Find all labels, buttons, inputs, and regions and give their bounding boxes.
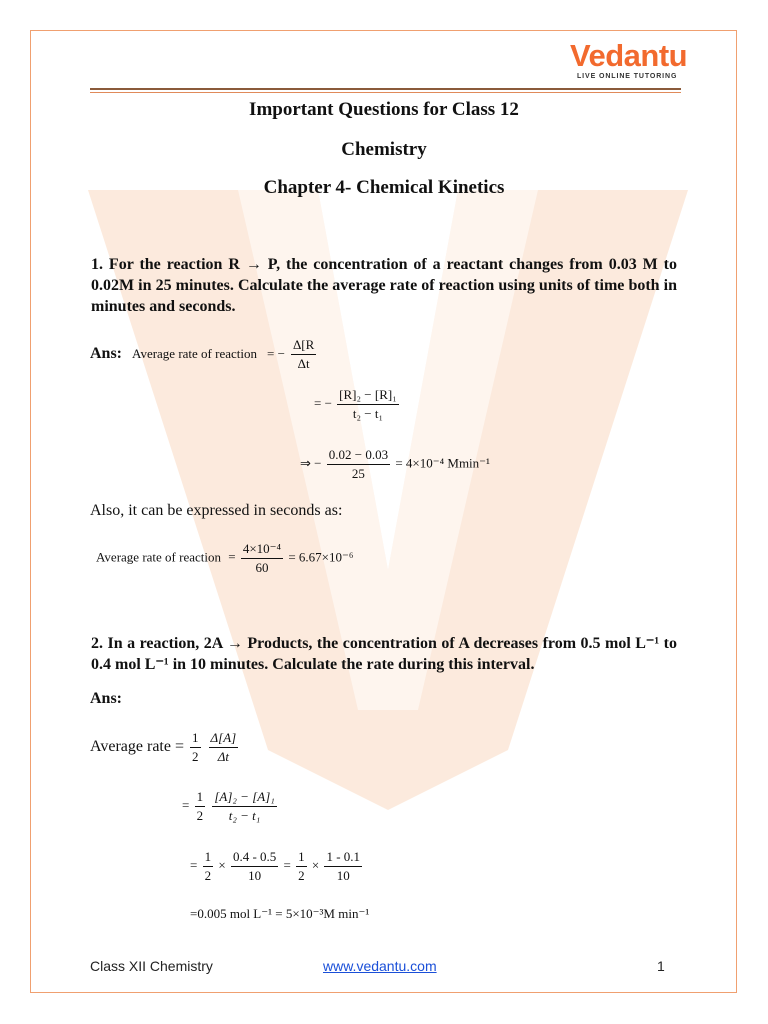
q1-line2-fraction: $\frac{\text{[R]₂ − [R]₁}}{\text{t₂ − t₁}}$	[339, 387, 397, 421]
header-rule	[90, 88, 681, 90]
q2-answer-line-3: = $\frac{1}{2}$ × $\frac{0.4 - 0.5}{10}$ = $\frac{1}{2}$ × $\frac{1 - 0.1}{10}$	[190, 849, 361, 883]
q1-answer-line-2: = − $\frac{\text{[R]₂ − [R]₁}}{\text{t₂ − t₁}}$	[314, 387, 397, 421]
q2-answer-line-1: Average rate = $\frac{1}{2}$ $\frac{\Delta[A]}{\Delta t}$	[90, 730, 237, 764]
logo-wordmark: Vedantu	[570, 38, 688, 73]
q1-answer-line-1	[90, 336, 318, 373]
subject-title: Chemistry	[341, 139, 427, 160]
q1-answer-line-4: Average rate of reaction = $\frac{\text{4×10⁻⁴}}{60}$ = 6.67×10⁻⁶	[96, 541, 354, 575]
question-2: 2. In a reaction, 2A → Products, the concentration of A decreases from 0.5 mol L⁻¹ to 0.4 mol L⁻¹ in 10 minutes. Calculate the rate during this interval.	[91, 635, 677, 673]
footer-website-link[interactable]: www.vedantu.com	[323, 958, 437, 974]
q1-answer-line-3: ⇒ − $\frac{0.02 - 0.03}{25}$ = 4×10⁻⁴ Mmin⁻¹	[300, 447, 490, 481]
logo-tagline: LIVE ONLINE TUTORING	[577, 73, 678, 80]
question-1: 1. For the reaction R → P, the concentration of a reactant changes from 0.03 M to 0.02M in 25 minutes. Calculate the average rate of reaction using units of time both in minutes and seconds.	[91, 256, 677, 315]
footer-class-label: Class XII Chemistry	[90, 958, 213, 974]
header-rule-thin	[90, 92, 681, 93]
q2-ans-label: Ans:	[90, 690, 123, 707]
q1-also-text: Also, it can be expressed in seconds as:	[90, 502, 343, 519]
q1-line1-lead: Average rate of reaction	[132, 346, 258, 362]
q1-line1-fraction: $\frac{\Delta[R}{\Delta t}$	[292, 337, 315, 371]
chapter-title: Chapter 4- Chemical Kinetics	[263, 177, 505, 198]
page-number: 1	[657, 958, 665, 974]
q1-ans-label: Ans:	[90, 345, 123, 363]
q1-line4-fraction: $\frac{\text{4×10⁻⁴}}{60}$	[242, 541, 282, 575]
q1-line1-eq: = −	[267, 346, 285, 362]
vedantu-logo[interactable]	[566, 38, 686, 84]
q1-line3-fraction: $\frac{0.02 - 0.03}{25}$	[328, 447, 389, 481]
page-title: Important Questions for Class 12	[249, 99, 519, 120]
q2-answer-line-2: = $\frac{1}{2}$ $\frac{\text{[A]₂ − [A]₁}}{\text{t₂ − t₁}}$	[182, 789, 275, 823]
q2-answer-line-4: =0.005 mol L⁻¹ = 5×10⁻³M min⁻¹	[190, 906, 370, 921]
